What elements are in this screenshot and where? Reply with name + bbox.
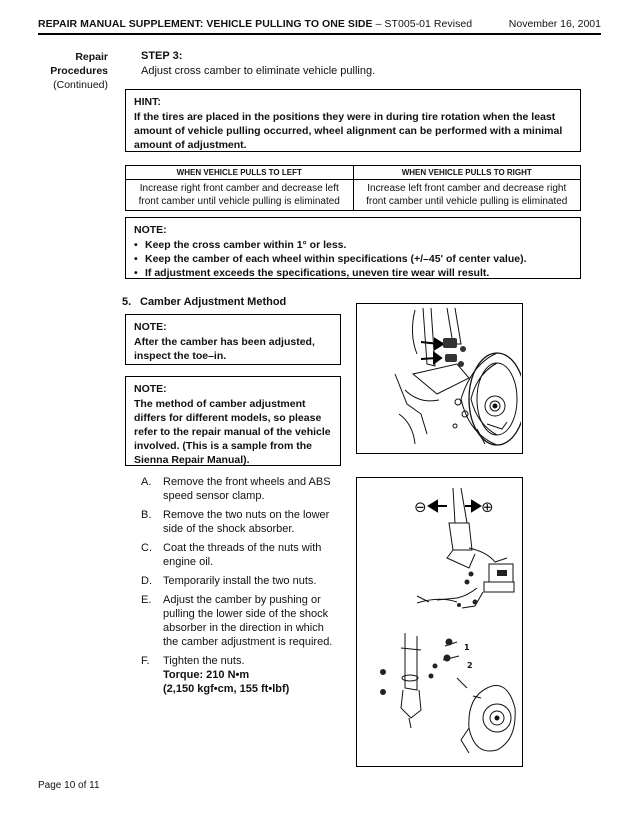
figure-label-1: 1 [464, 643, 470, 652]
figure-camber-adjustment [356, 477, 523, 767]
torque-line2: (2,150 kgf•cm, 155 ft•lbf) [163, 683, 290, 695]
side-label-line3: (Continued) [53, 79, 108, 91]
procedure-step-text: Remove the two nuts on the lower side of the shock absorber. [163, 509, 330, 535]
pull-table [125, 165, 581, 211]
procedure-step-key: F. [141, 655, 150, 667]
pull-table-cell-right: Increase left front camber and decrease right front camber until vehicle pulling is eliminated [353, 180, 581, 211]
figure-brake-assembly [356, 303, 523, 454]
camber-adjustment-illustration [357, 478, 521, 765]
header-code: – ST005-01 Revised [372, 18, 473, 30]
procedure-step-key: D. [141, 575, 152, 587]
plus-icon: ⊕ [481, 498, 494, 516]
note3-box [125, 376, 341, 466]
procedure-step-text: Coat the threads of the nuts with engine oil. [163, 542, 322, 568]
brake-assembly-illustration [357, 304, 521, 452]
procedure-step [141, 574, 341, 588]
note3-text: The method of camber adjustment differs for different models, so please refer to the repair manual of the vehicle involved. (This is a sample from the Sienna Repair Manual). [134, 398, 331, 466]
page-header [38, 15, 601, 35]
procedure-step-text: Tighten the nuts. [163, 655, 245, 667]
note3-heading: NOTE: [134, 383, 167, 395]
note1-box [125, 217, 581, 279]
pull-table-cell-left: Increase right front camber and decrease left front camber until vehicle pulling is eliminated [126, 180, 354, 211]
hint-text: If the tires are placed in the positions they were in during tire rotation when the least amount of vehicle pulling occurred, wheel alignment can be performed with a minimal amount of adjustment. [134, 111, 563, 151]
note2-text: After the camber has been adjusted, inspect the toe–in. [134, 336, 315, 362]
procedure-step-key: A. [141, 476, 152, 488]
procedure-step [141, 508, 341, 536]
procedure-step-text: Adjust the camber by pushing or pulling the lower side of the shock absorber in the direction in which the camber adjustment is required. [163, 594, 333, 648]
procedure-step [141, 475, 341, 503]
section5-label: Camber Adjustment Method [140, 296, 287, 308]
step3-title: STEP 3: [141, 50, 183, 62]
section5-number: 5. [122, 296, 132, 308]
minus-icon: ⊖ [414, 498, 427, 516]
section5-title [122, 296, 286, 308]
side-label-line1: Repair [75, 51, 108, 63]
pull-table-header-left: WHEN VEHICLE PULLS TO LEFT [126, 166, 354, 180]
note1-item: • Keep the cross camber within 1° or less. [134, 238, 572, 252]
pull-table-header-right: WHEN VEHICLE PULLS TO RIGHT [353, 166, 581, 180]
procedure-step [141, 541, 341, 569]
note2-heading: NOTE: [134, 321, 167, 333]
hint-box [125, 89, 581, 152]
side-label-line2: Procedures [50, 65, 108, 77]
side-label [38, 50, 108, 92]
step3-text: Adjust cross camber to eliminate vehicle pulling. [141, 65, 376, 77]
note1-heading: NOTE: [134, 224, 167, 236]
page-number: Page 10 of 11 [38, 780, 100, 791]
note1-item: • If adjustment exceeds the specifications, uneven tire wear will result. [134, 266, 572, 280]
procedure-step-key: B. [141, 509, 152, 521]
procedure-step-text: Remove the front wheels and ABS speed sensor clamp. [163, 476, 331, 502]
torque-line1: Torque: 210 N•m [163, 669, 250, 681]
procedure-step-text: Temporarily install the two nuts. [163, 575, 317, 587]
note2-box [125, 314, 341, 365]
header-title: REPAIR MANUAL SUPPLEMENT: VEHICLE PULLING TO ONE SIDE – ST005-01 Revised [38, 18, 473, 30]
procedure-step [141, 654, 341, 696]
hint-heading: HINT: [134, 96, 161, 108]
note1-item: • Keep the camber of each wheel within specifications (+/–45' of center value). [134, 252, 572, 266]
header-date: November 16, 2001 [508, 18, 601, 30]
note1-list [134, 238, 572, 280]
procedure-step [141, 593, 341, 649]
figure-label-2: 2 [467, 661, 473, 670]
procedure-step-key: C. [141, 542, 152, 554]
procedure-step-key: E. [141, 594, 152, 606]
procedure-steps [141, 475, 341, 701]
